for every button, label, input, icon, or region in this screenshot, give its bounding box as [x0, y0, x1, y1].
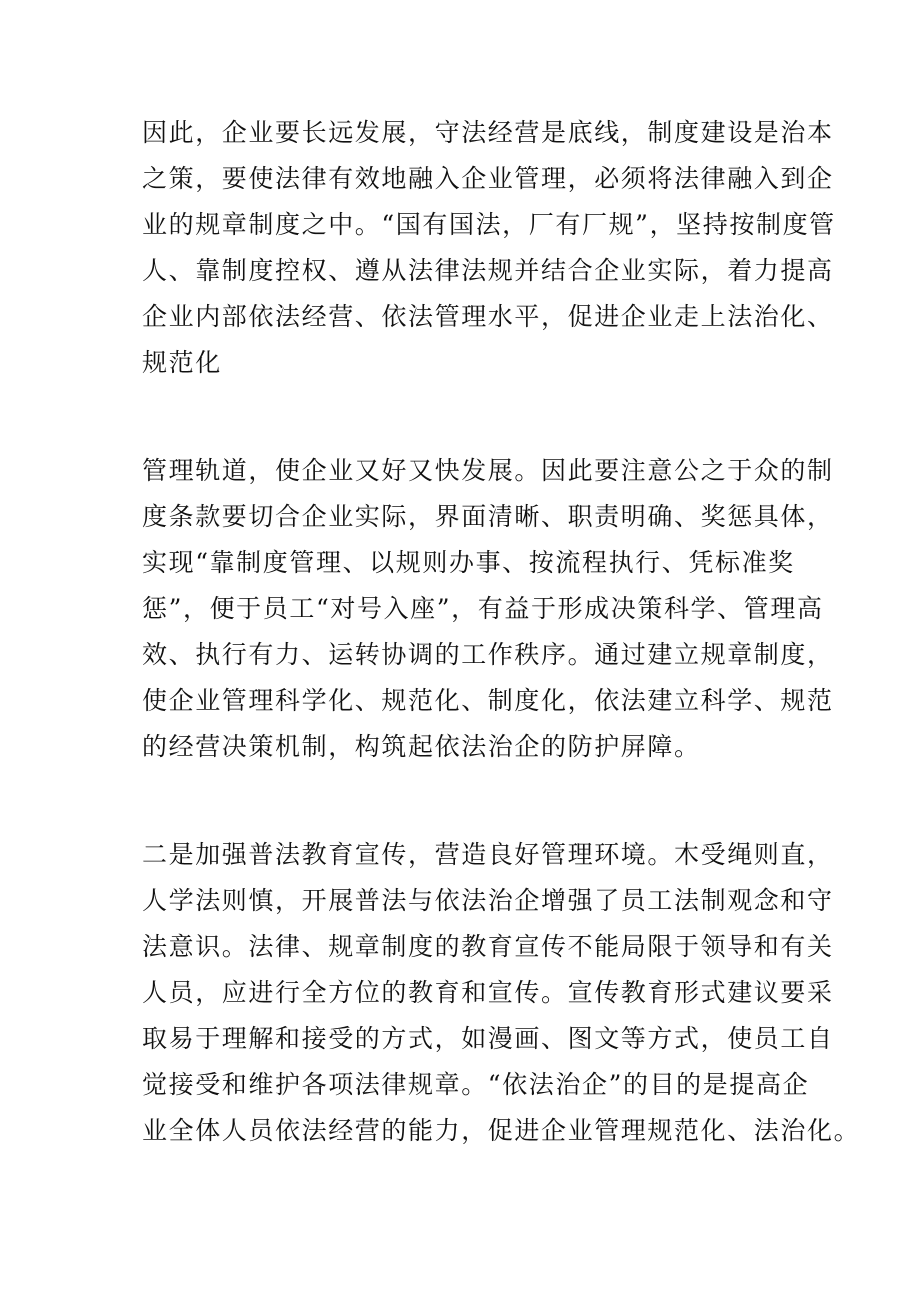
paragraph-2-line-5: 效、执行有力、运转协调的工作秩序。通过建立规章制度， — [142, 640, 834, 669]
paragraph-3-line-6: 觉接受和维护各项法律规章。“依法治企”的目的是提高企 — [142, 1070, 810, 1099]
paragraph-3-line-3: 法意识。法律、规章制度的教育宣传不能局限于领导和有关 — [142, 932, 834, 961]
paragraph-1-line-1: 因此，企业要长远发展，守法经营是底线，制度建设是治本 — [142, 118, 834, 147]
paragraph-1-line-3: 业的规章制度之中。“国有国法，厂有厂规”，坚持按制度管 — [142, 210, 836, 239]
paragraph-2-line-4: 惩”，便于员工“对号入座”，有益于形成决策科学、管理高 — [142, 594, 824, 623]
paragraph-3-line-1: 二是加强普法教育宣传，营造良好管理环境。木受绳则直， — [142, 840, 834, 869]
paragraph-2-line-2: 度条款要切合企业实际，界面清晰、职责明确、奖惩具体， — [142, 502, 834, 531]
paragraph-2-line-6: 使企业管理科学化、规范化、制度化，依法建立科学、规范 — [142, 686, 834, 715]
paragraph-3-line-7: 业全体人员依法经营的能力，促进企业管理规范化、法治化。 — [142, 1116, 861, 1145]
paragraph-2-line-3: 实现“靠制度管理、以规则办事、按流程执行、凭标准奖 — [142, 548, 795, 577]
paragraph-3-line-2: 人学法则慎，开展普法与依法治企增强了员工法制观念和守 — [142, 886, 834, 915]
paragraph-1-line-4: 人、靠制度控权、遵从法律法规并结合企业实际，着力提高 — [142, 256, 834, 285]
paragraph-2-line-7: 的经营决策机制，构筑起依法治企的防护屏障。 — [142, 732, 701, 761]
paragraph-2-line-1: 管理轨道，使企业又好又快发展。因此要注意公之于众的制 — [142, 456, 834, 485]
paragraph-1-line-2: 之策，要使法律有效地融入企业管理，必须将法律融入到企 — [142, 164, 834, 193]
paragraph-1-line-6: 规范化 — [142, 348, 222, 377]
paragraph-1-line-5: 企业内部依法经营、依法管理水平，促进企业走上法治化、 — [142, 302, 834, 331]
paragraph-3-line-4: 人员，应进行全方位的教育和宣传。宣传教育形式建议要采 — [142, 978, 834, 1007]
paragraph-3-line-5: 取易于理解和接受的方式，如漫画、图文等方式，使员工自 — [142, 1024, 834, 1053]
